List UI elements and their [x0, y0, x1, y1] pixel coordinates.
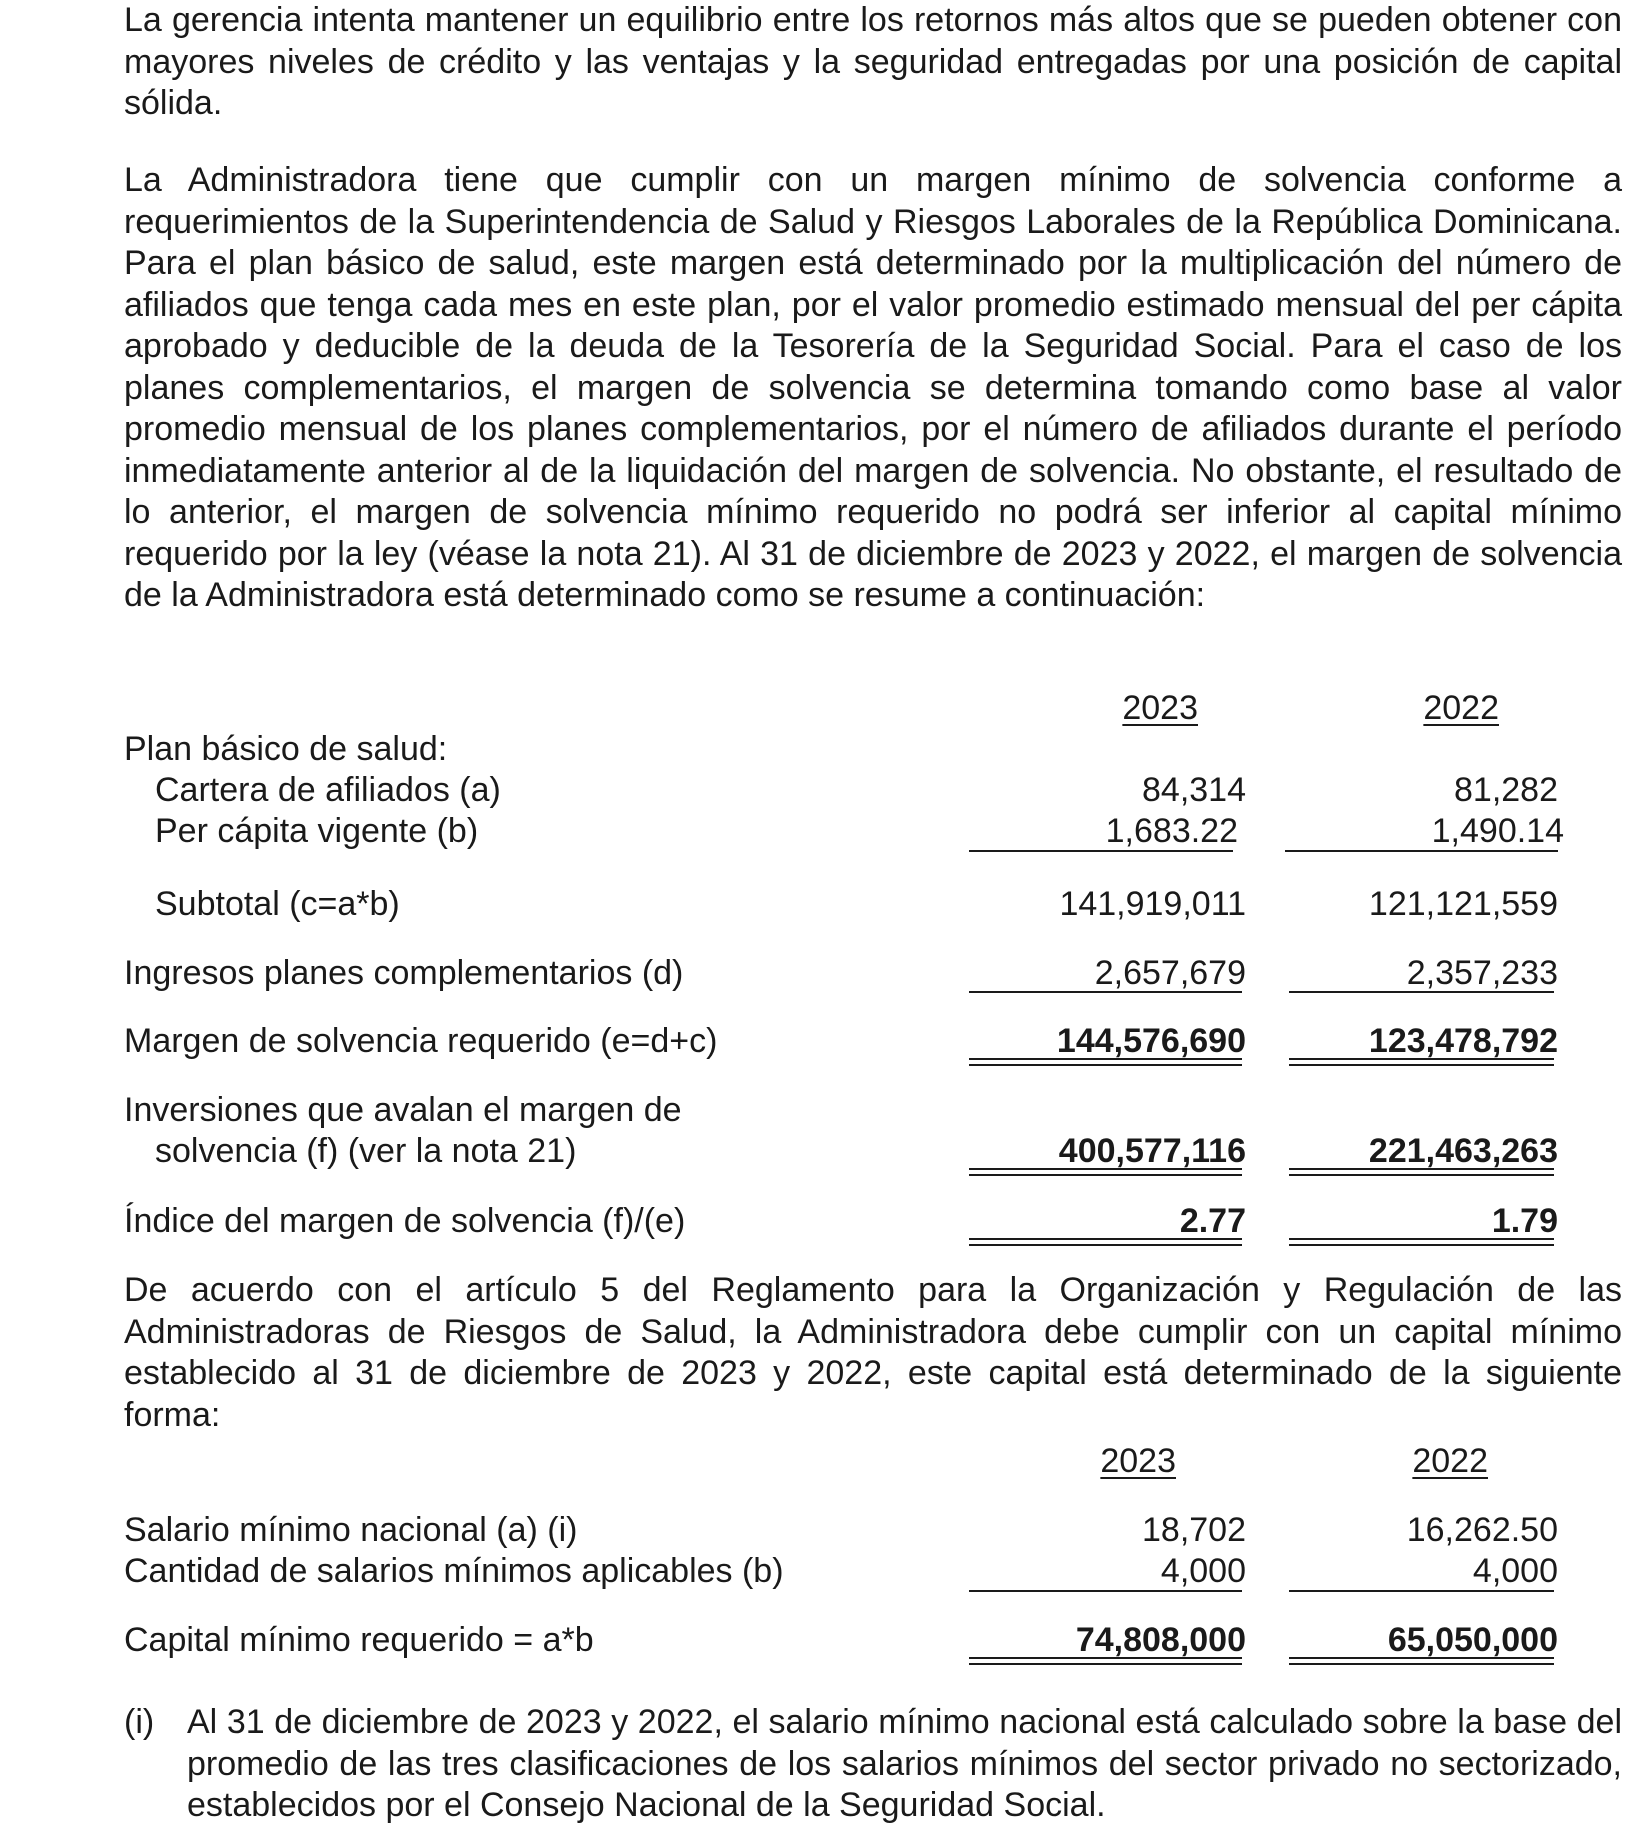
value-2022: 1.79 [1491, 1202, 1558, 1240]
row-label: Per cápita vigente (b) [155, 812, 479, 850]
underline-rule [1285, 850, 1558, 852]
table-row [0, 1090, 1626, 1132]
value-2023: 2.77 [1179, 1202, 1246, 1240]
row-label: Subtotal (c=a*b) [155, 885, 400, 923]
double-underline-rule [1289, 1657, 1554, 1665]
solvency-header-row [0, 688, 1626, 730]
section-label: Plan básico de salud: [124, 730, 448, 768]
table-row [0, 1551, 1626, 1593]
row-label: Cartera de afiliados (a) [155, 771, 501, 809]
table-row [0, 1201, 1626, 1243]
value-2023: 144,576,690 [1056, 1022, 1246, 1060]
table-row [0, 1620, 1626, 1662]
row-label: Inversiones que avalan el margen de [124, 1091, 682, 1129]
value-2023: 4,000 [1160, 1552, 1246, 1590]
value-2022: 121,121,559 [1368, 885, 1558, 923]
paragraph-capital-balance: La gerencia intenta mantener un equilibrio entre los retornos más altos que se pueden obtener con mayores niveles de crédito y las ventajas y la seguridad entregadas por una posición de capital sólida. [124, 1, 1622, 122]
underline-rule [969, 850, 1233, 852]
value-2023: 74,808,000 [1075, 1621, 1246, 1659]
double-underline-rule [969, 1168, 1242, 1176]
row-label-continued: solvencia (f) (ver la nota 21) [155, 1132, 577, 1170]
row-label: Salario mínimo nacional (a) (i) [124, 1511, 578, 1549]
table-row [0, 1021, 1626, 1063]
year-2023-header: 2023 [1122, 689, 1198, 727]
row-label: Cantidad de salarios mínimos aplicables (b) [124, 1552, 784, 1590]
double-underline-rule [1289, 1238, 1554, 1246]
table-row [0, 1131, 1626, 1173]
footnote-text: Al 31 de diciembre de 2023 y 2022, el salario mínimo nacional está calculado sobre la base del promedio de las tres clasificaciones de los salarios mínimos del sector privado no sectorizado, establecidos por el Consejo Nacional de la Seguridad Social. [187, 1703, 1622, 1824]
table-row [0, 811, 1626, 853]
double-underline-rule [1289, 1168, 1554, 1176]
value-2023: 84,314 [1142, 771, 1246, 809]
row-label: Ingresos planes complementarios (d) [124, 954, 684, 992]
value-2023: 141,919,011 [1059, 885, 1246, 923]
double-underline-rule [969, 1657, 1242, 1665]
underline-rule [969, 1590, 1242, 1592]
row-label: Margen de solvencia requerido (e=d+c) [124, 1022, 718, 1060]
value-2022: 221,463,263 [1368, 1132, 1558, 1170]
value-2022: 4,000 [1472, 1552, 1558, 1590]
value-2023: 2,657,679 [1094, 954, 1246, 992]
section-label-row [0, 729, 1626, 771]
row-label: Capital mínimo requerido = a*b [124, 1621, 594, 1659]
paragraph-minimum-capital: De acuerdo con el artículo 5 del Reglamento para la Organización y Regulación de las Administradoras de Riesgos de Salud, la Administradora debe cumplir con un capital mínimo establecido al 31 de diciembre de 2023 y 2022, este capital está determinado de la siguiente forma: [124, 1271, 1622, 1434]
value-2022: 81,282 [1454, 771, 1558, 809]
underline-rule [1289, 991, 1554, 993]
double-underline-rule [969, 1058, 1242, 1066]
table-row [0, 1510, 1626, 1552]
underline-rule [969, 991, 1242, 993]
value-2023: 400,577,116 [1058, 1132, 1246, 1170]
value-2023: 1,683.22 [1105, 812, 1238, 850]
capital-header-row [0, 1441, 1626, 1483]
double-underline-rule [969, 1238, 1242, 1246]
value-2022: 16,262.50 [1406, 1511, 1558, 1549]
value-2022: 65,050,000 [1387, 1621, 1558, 1659]
underline-rule [1289, 1590, 1554, 1592]
value-2022: 123,478,792 [1368, 1022, 1558, 1060]
footnote-marker: (i) [124, 1703, 155, 1741]
year-2022-header: 2022 [1412, 1442, 1488, 1480]
paragraph-solvency-margin: La Administradora tiene que cumplir con un margen mínimo de solvencia conforme a requerimientos de la Superintendencia de Salud y Riesgos Laborales de la República Dominicana. Para el plan básico de salud, este margen está determinado por la multiplicación del número de afiliados que tenga cada mes en este plan, por el valor promedio estimado mensual del per cápita aprobado y deducible de la deuda de la Tesorería de la Seguridad Social. Para el caso de los planes complementarios, el margen de solvencia se determina tomando como base al valor promedio mensual de los planes complementarios, por el número de afiliados durante el período inmediatamente anterior al de la liquidación del margen de solvencia. No obstante, el resultado de lo anterior, el margen de solvencia mínimo requerido no podrá ser inferior al capital mínimo requerido por la ley (véase la nota 21). Al 31 de diciembre de 2023 y 2022, el margen de solvencia de la Administradora está determinado como se resume a continuación: [124, 161, 1622, 614]
double-underline-rule [1289, 1058, 1554, 1066]
value-2022: 2,357,233 [1406, 954, 1558, 992]
table-row [0, 884, 1626, 926]
row-label: Índice del margen de solvencia (f)/(e) [124, 1202, 686, 1240]
value-2023: 18,702 [1142, 1511, 1246, 1549]
value-2022: 1,490.14 [1431, 812, 1564, 850]
year-2023-header: 2023 [1100, 1442, 1176, 1480]
year-2022-header: 2022 [1423, 689, 1499, 727]
table-row [0, 770, 1626, 812]
table-row [0, 953, 1626, 995]
